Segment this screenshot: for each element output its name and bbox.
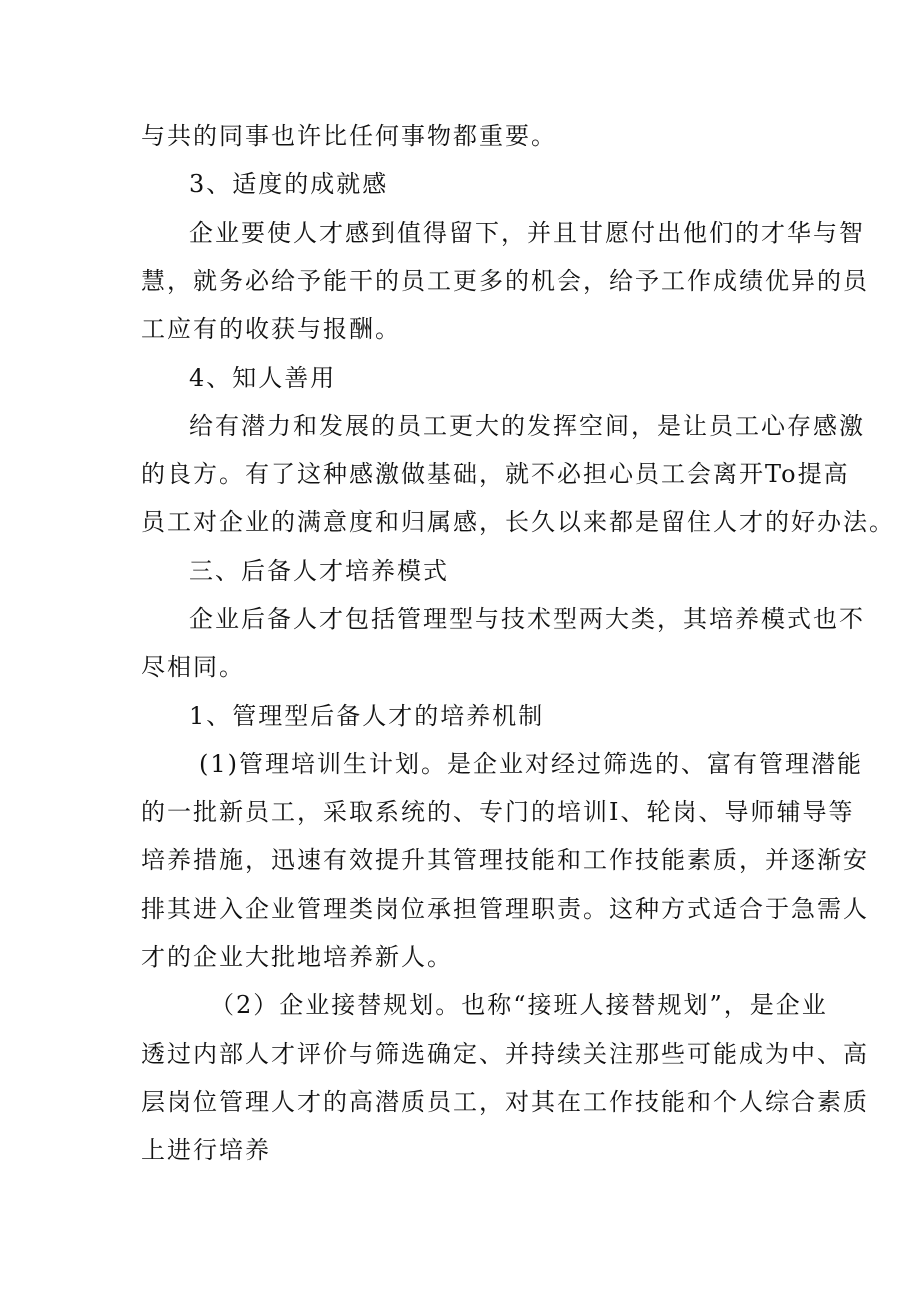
text-line: 慧，就务必给予能干的员工更多的机会，给予工作成绩优异的员 [141, 267, 869, 295]
text-line: 企业要使人才感到值得留下，并且甘愿付出他们的才华与智 [189, 219, 865, 247]
text-line: 的良方。有了这种感激做基础，就不必担心员工会离开To提高 [141, 460, 850, 488]
text-line: 企业后备人才包括管理型与技术型两大类，其培养模式也不 [189, 605, 865, 633]
text-line: （2）企业接替规划。也称“接班人接替规划”，是企业 [210, 991, 828, 1019]
text-line: 排其进入企业管理类岗位承担管理职责。这种方式适合于急需人 [141, 895, 869, 923]
text-line: 工应有的收获与报酬。 [141, 315, 401, 343]
text-line: 尽相同。 [141, 653, 245, 681]
text-line: 层岗位管理人才的高潜质员工，对其在工作技能和个人综合素质 [141, 1088, 869, 1116]
text-line: (1)管理培训生计划。是企业对经过筛选的、富有管理潜能 [199, 750, 863, 778]
text-line: 培养措施，迅速有效提升其管理技能和工作技能素质，并逐渐安 [141, 846, 869, 874]
text-line: 员工对企业的满意度和归属感，长久以来都是留住人才的好办法。 [141, 508, 895, 536]
text-line: 透过内部人才评价与筛选确定、并持续关注那些可能成为中、高 [141, 1040, 869, 1068]
section-heading: 4、知人善用 [189, 364, 337, 392]
text-line: 给有潜力和发展的员工更大的发挥空间，是让员工心存感激 [189, 412, 865, 440]
text-line: 才的企业大批地培养新人。 [141, 943, 453, 971]
section-heading: 三、后备人才培养模式 [189, 557, 449, 585]
text-line: 的一批新员工，采取系统的、专门的培训I、轮岗、导师辅导等 [141, 798, 855, 826]
text-line: 上进行培养 [141, 1136, 271, 1164]
section-heading: 3、适度的成就感 [189, 170, 389, 198]
section-heading: 1、管理型后备人才的培养机制 [189, 702, 545, 730]
text-line: 与共的同事也许比任何事物都重要。 [141, 122, 557, 150]
